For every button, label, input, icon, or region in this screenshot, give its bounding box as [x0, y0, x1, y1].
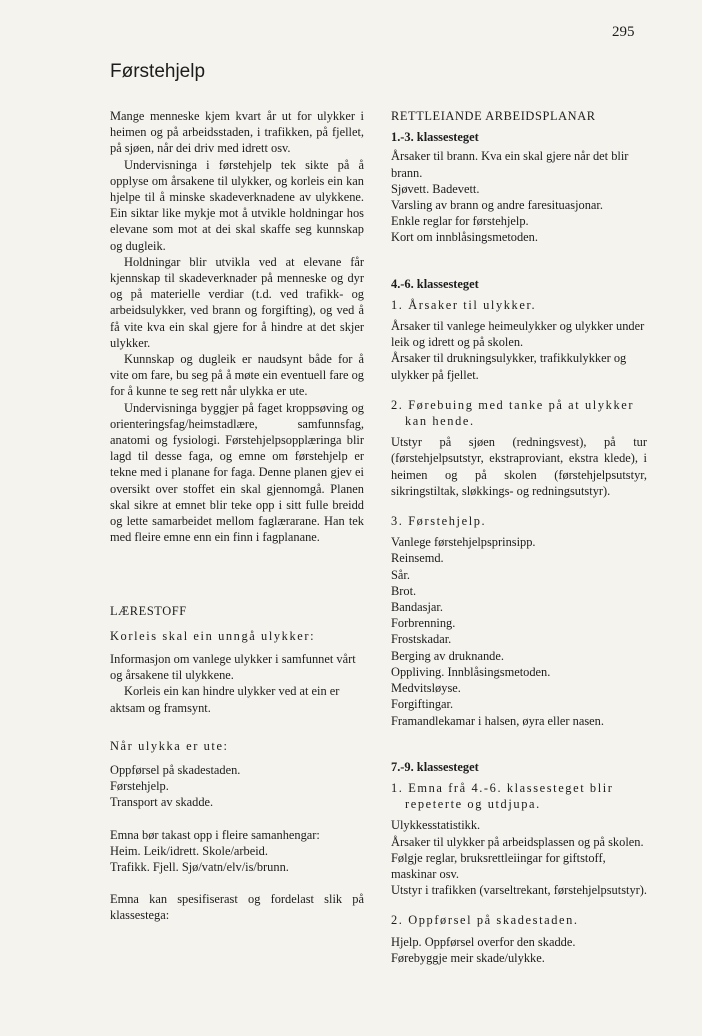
- list-item: Heim. Leik/idrett. Skole/arbeid.: [110, 843, 268, 858]
- laerestoff-subheading: Når ulykka er ute:: [110, 738, 229, 753]
- grade-heading: 7.-9. klassesteget: [391, 759, 479, 774]
- list-item: Trafikk. Fjell. Sjø/vatn/elv/is/brunn.: [110, 859, 289, 874]
- intro-paragraph: Mange menneske kjem kvart år ut for ulykker i heimen og på arbeidsstaden, i trafikken, på fjellet, på sjøen, når dei driv med idrett osv.: [110, 109, 364, 156]
- laerestoff-paragraph: Emna kan spesifiserast og fordelast slik på klassestega:: [110, 892, 364, 923]
- plan-heading: RETTLEIANDE ARBEIDSPLANAR: [391, 109, 596, 123]
- page-number: 295: [612, 24, 635, 40]
- list-item: Brot.: [391, 583, 417, 598]
- topic-heading: 2. Førebuing med tanke på at ulykker kan hende.: [391, 397, 635, 429]
- list-item: Reinsemd.: [391, 551, 444, 566]
- list-item: Enkle reglar for førstehjelp.: [391, 214, 529, 229]
- list-item: Frostskadar.: [391, 632, 452, 647]
- laerestoff-list: [110, 843, 364, 875]
- list-item: Årsaker til brann. Kva ein skal gjere når det blir brann.: [391, 149, 629, 180]
- list-item: Vanlege førstehjelpsprinsipp.: [391, 535, 536, 550]
- laerestoff-paragraph: Informasjon om vanlege ulykker i samfunnet vårt og årsakene til ulykkene.: [110, 651, 356, 683]
- topic-content: [391, 318, 647, 383]
- list-item: Førstehjelp.: [110, 779, 169, 794]
- list-item: Berging av druknande.: [391, 648, 504, 663]
- laerestoff-list: [110, 762, 364, 811]
- topic-content: [391, 934, 647, 966]
- right-column: [391, 108, 647, 966]
- intro-paragraph: Undervisninga i førstehjelp tek sikte på å opplyse om årsakene til ulykker, og korleis ein kan hjelpe til å minske skadeverknadene av ulykkene. Ein siktar like mykje mot å utvikle holdningar hos elevane som mot at dei skal skaffe seg kunnskap og dugleik.: [110, 157, 364, 253]
- list-item: Førebyggje meir skade/ulykke.: [391, 950, 545, 965]
- list-item: Oppførsel på skadestaden.: [110, 762, 241, 777]
- list-item: Hjelp. Oppførsel overfor den skadde.: [391, 934, 576, 949]
- grade-heading: 1.-3. klassesteget: [391, 130, 479, 145]
- topic-heading: 1. Årsaker til ulykker.: [391, 297, 537, 312]
- laerestoff-paragraph: Emna bør takast opp i fleire samanhengar:: [110, 827, 320, 842]
- list-item: Bandasjar.: [391, 600, 443, 615]
- laerestoff-heading: LÆRESTOFF: [110, 604, 187, 619]
- left-column: [110, 108, 364, 924]
- list-item: Framandlekamar i halsen, øyra eller nasen.: [391, 713, 604, 728]
- list-item: Sår.: [391, 567, 410, 582]
- list-item: Transport av skadde.: [110, 795, 214, 810]
- intro-paragraph: Undervisninga byggjer på faget kroppsøving og orienteringsfag/heimstadlære, samfunnsfag, anatomi og fysiologi. Førstehjelpsopplæringa blir lagd til desse faga, og emne om førstehjelp er tekne med i planane for faga. Denne planen gjev ei oversikt over stoffet ein skal gjennomgå. Planen skal sikre at emnet blir teke opp i sitt fulle breidd og lette samarbeidet mellom faglærarane. Han tek med fleire emne enn ein finn i fagplanane.: [110, 400, 364, 545]
- list-item: Varsling av brann og andre faresituasjonar.: [391, 198, 603, 213]
- intro-paragraph: Kunnskap og dugleik er naudsynt både for å vite om fare, bu seg på å møte ein eventuell fare og for å kunne te seg rett når ulykka er ute.: [110, 352, 364, 399]
- list-item: Sjøvett. Badevett.: [391, 181, 480, 196]
- topic-content: [391, 534, 647, 728]
- list-item: Årsaker til drukningsulykker, trafikkulykker og ulykker på fjellet.: [391, 351, 627, 382]
- page-title: Førstehjelp: [110, 61, 206, 82]
- intro-paragraph: Holdningar blir utvikla ved at elevane får kjennskap til skadeverknader på menneske og dyr og på materielle verdiar (t.d. ved trafikk- og arbeidsulykker, ved brann og forgifting), og ved å få vite kva ein skal gjere for å hindre at det skjer ulykker.: [110, 254, 364, 350]
- list-item: Følgje reglar, bruksrettleiingar for giftstoff, maskinar osv.: [391, 850, 606, 881]
- list-item: Utstyr i trafikken (varseltrekant, førstehjelpsutstyr).: [391, 883, 647, 898]
- list-item: Kort om innblåsingsmetoden.: [391, 230, 538, 245]
- list-item: Ulykkesstatistikk.: [391, 818, 481, 833]
- topic-heading: 1. Emna frå 4.-6. klassesteget blir repeterte og utdjupa.: [391, 780, 614, 812]
- list-item: Årsaker til vanlege heimeulykker og ulykker under leik og idrett og på skolen.: [391, 319, 645, 350]
- topic-heading: 3. Førstehjelp.: [391, 514, 487, 529]
- laerestoff-subheading: Korleis skal ein unngå ulykker:: [110, 628, 316, 643]
- list-item: Forgiftingar.: [391, 697, 454, 712]
- topic-content: [391, 817, 647, 898]
- list-item: Oppliving. Innblåsingsmetoden.: [391, 664, 551, 679]
- grade-content: [391, 148, 647, 245]
- list-item: Medvitsløyse.: [391, 681, 461, 696]
- list-item: Årsaker til ulykker på arbeidsplassen og på skolen.: [391, 834, 644, 849]
- list-item: Forbrenning.: [391, 616, 456, 631]
- laerestoff-paragraph: Korleis ein kan hindre ulykker ved at ein er aktsam og framsynt.: [110, 684, 340, 715]
- topic-paragraph: Utstyr på sjøen (redningsvest), på tur (førstehjelpsutstyr, ekstraproviant, ekstra klede), i heimen og på skolen (førstehjelpsutstyr, sikringstiltak, sløkkings- og redningsutstyr).: [391, 435, 647, 498]
- grade-heading: 4.-6. klassesteget: [391, 276, 479, 291]
- topic-heading: 2. Oppførsel på skadestaden.: [391, 913, 579, 928]
